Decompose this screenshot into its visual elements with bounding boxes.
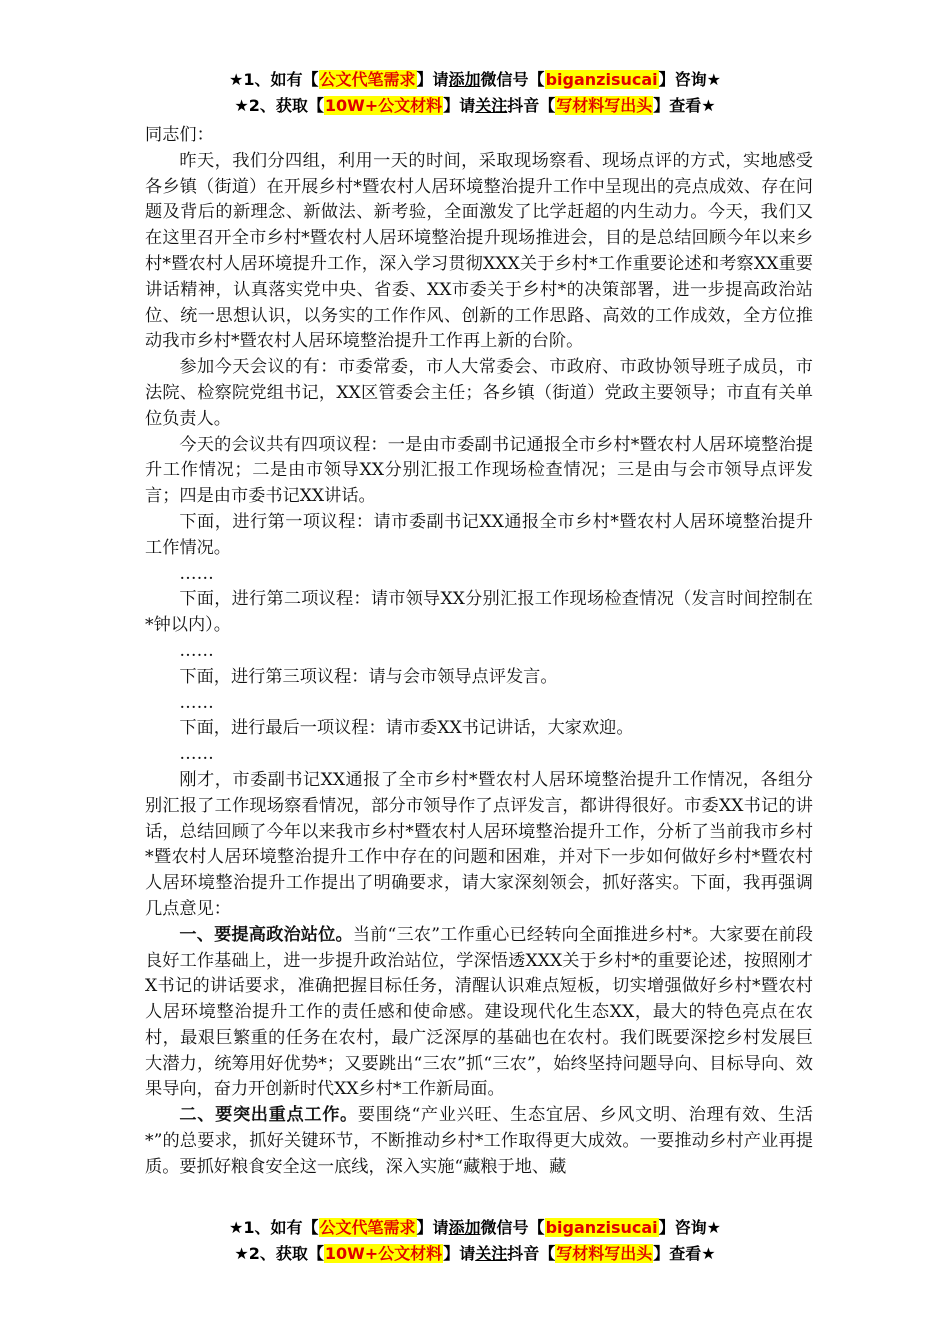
paragraph-attendees: 参加今天会议的有：市委常委，市人大常委会、市政府、市政协领导班子成员，市法院、检察院党组书记，XX区管委会主任；各乡镇（街道）党政主要领导；市直有关单位负责人。 [145, 357, 813, 429]
paragraph-intro: 昨天，我们分四组，利用一天的时间，采取现场察看、现场点评的方式，实地感受各乡镇（街道）在开展乡村*暨农村人居环境整治提升工作中呈现出的亮点成效、存在问题及背后的新理念、新做法、新考验，全面激发了比学赶超的内生动力。今天，我们又在这里召开全市乡村*暨农村人居环境整治提升现场推进会，目的是总结回顾今年以来乡村*暨农村人居环境提升工作，深入学习贯彻XXX关于乡村*工作重要论述和考察XX重要讲话精神，认真落实党中央、省委、XX市委关于乡村*的决策部署，进一步提高政治站位、统一思想认识，以务实的工作作风、创新的工作思路、高效的工作成效，全方位推动我市乡村*暨农村人居环境整治提升工作再上新的台阶。 [145, 150, 813, 352]
highlight-wechat-id: biganzisucai [545, 70, 658, 89]
highlight-materials: 10W+公文材料 [324, 96, 443, 115]
point-1-body: 当前“三农”工作重心已经转向全面推进乡村*。大家要在前段良好工作基础上，进一步提升政治站位，学深悟透XXX关于乡村*的重要论述，按照刚才X书记的讲话要求，准确把握目标任务，清醒认识难点短板，切实增强做好乡村*暨农村人居环境整治提升工作的责任感和使命感。建设现代化生态XX，最大的特色亮点在农村，最艰巨繁重的任务在农村，最广泛深厚的基础也在农村。我们既要深挖乡村发展巨大潜力，统筹用好优势*；又要跳出“三农”抓“三农”，始终坚持问题导向、目标导向、效果导向，奋力开创新时代XX乡村*工作新局面。 [145, 924, 813, 1100]
paragraph-point-2 [145, 1103, 813, 1180]
highlight-materials: 10W+公文材料 [324, 1244, 443, 1263]
salutation: 同志们： [145, 125, 214, 145]
highlight-douyin-account: 写材料写出头 [556, 96, 653, 115]
promo-banner-line-2: ★2、获取【10W+公文材料】请关注抖音【写材料写出头】查看★ [234, 1244, 716, 1263]
paragraph-agenda-item-4: 下面，进行最后一项议程：请市委XX书记讲话，大家欢迎。 [179, 718, 634, 739]
underlined-add: 添加 [448, 70, 481, 89]
ellipsis: …… [179, 563, 214, 584]
paragraph-agenda-item-3: 下面，进行第三项议程：请与会市领导点评发言。 [179, 666, 558, 687]
highlight-service: 公文代笔需求 [319, 70, 416, 89]
paragraph-point-1 [145, 923, 813, 1104]
promo-banner-line-2: ★2、获取【10W+公文材料】请关注抖音【写材料写出头】查看★ [234, 96, 716, 115]
star-icon: ★ [229, 70, 244, 89]
document-body [145, 123, 813, 1181]
underlined-add: 添加 [448, 1218, 481, 1237]
star-icon: ★ [229, 1218, 244, 1237]
underlined-follow: 关注 [475, 1244, 508, 1263]
highlight-service: 公文代笔需求 [319, 1218, 416, 1237]
star-icon: ★ [234, 96, 249, 115]
ellipsis: …… [179, 692, 214, 713]
paragraph-agenda: 今天的会议共有四项议程：一是由市委副书记通报全市乡村*暨农村人居环境整治提升工作情况；二是由市领导XX分别汇报工作现场检查情况；三是由与会市领导点评发言；四是由市委书记XX讲话。 [145, 434, 813, 507]
point-1-heading: 一、要提高政治站位。 [179, 924, 353, 945]
point-2-heading: 二、要突出重点工作。 [179, 1105, 358, 1126]
paragraph-summary: 刚才，市委副书记XX通报了全市乡村*暨农村人居环境整治提升工作情况，各组分别汇报了工作现场察看情况，部分市领导作了点评发言，都讲得很好。市委XX书记的讲话，总结回顾了今年以来我市乡村*暨农村人居环境整治提升工作，分析了当前我市乡村*暨农村人居环境整治提升工作中存在的问题和困难，并对下一步如何做好乡村*暨农村人居环境整治提升工作提出了明确要求，请大家深刻领会，抓好落实。下面，我再强调几点意见： [145, 769, 813, 919]
paragraph-agenda-item-1: 下面，进行第一项议程：请市委副书记XX通报全市乡村*暨农村人居环境整治提升工作情况。 [145, 511, 813, 558]
ellipsis: …… [179, 744, 214, 765]
promo-banner-line-1: ★1、如有【公文代笔需求】请添加微信号【biganzisucai】咨询★ [229, 1218, 721, 1237]
ellipsis: …… [179, 640, 214, 661]
point-2-body: 要围绕“产业兴旺、生态宜居、乡风文明、治理有效、生活*”的总要求，抓好关键环节，不断推动乡村*工作取得更大成效。一要推动乡村产业再提质。要抓好粮食安全这一底线，深入实施“藏粮于地、藏 [145, 1105, 813, 1177]
highlight-douyin-account: 写材料写出头 [556, 1244, 653, 1263]
promo-banner-line-1: ★1、如有【公文代笔需求】请添加微信号【biganzisucai】咨询★ [229, 70, 721, 89]
underlined-follow: 关注 [475, 96, 508, 115]
paragraph-agenda-item-2: 下面，进行第二项议程：请市领导XX分别汇报工作现场检查情况（发言时间控制在*钟以内）。 [145, 589, 813, 636]
star-icon: ★ [234, 1244, 249, 1263]
highlight-wechat-id: biganzisucai [545, 1218, 658, 1237]
